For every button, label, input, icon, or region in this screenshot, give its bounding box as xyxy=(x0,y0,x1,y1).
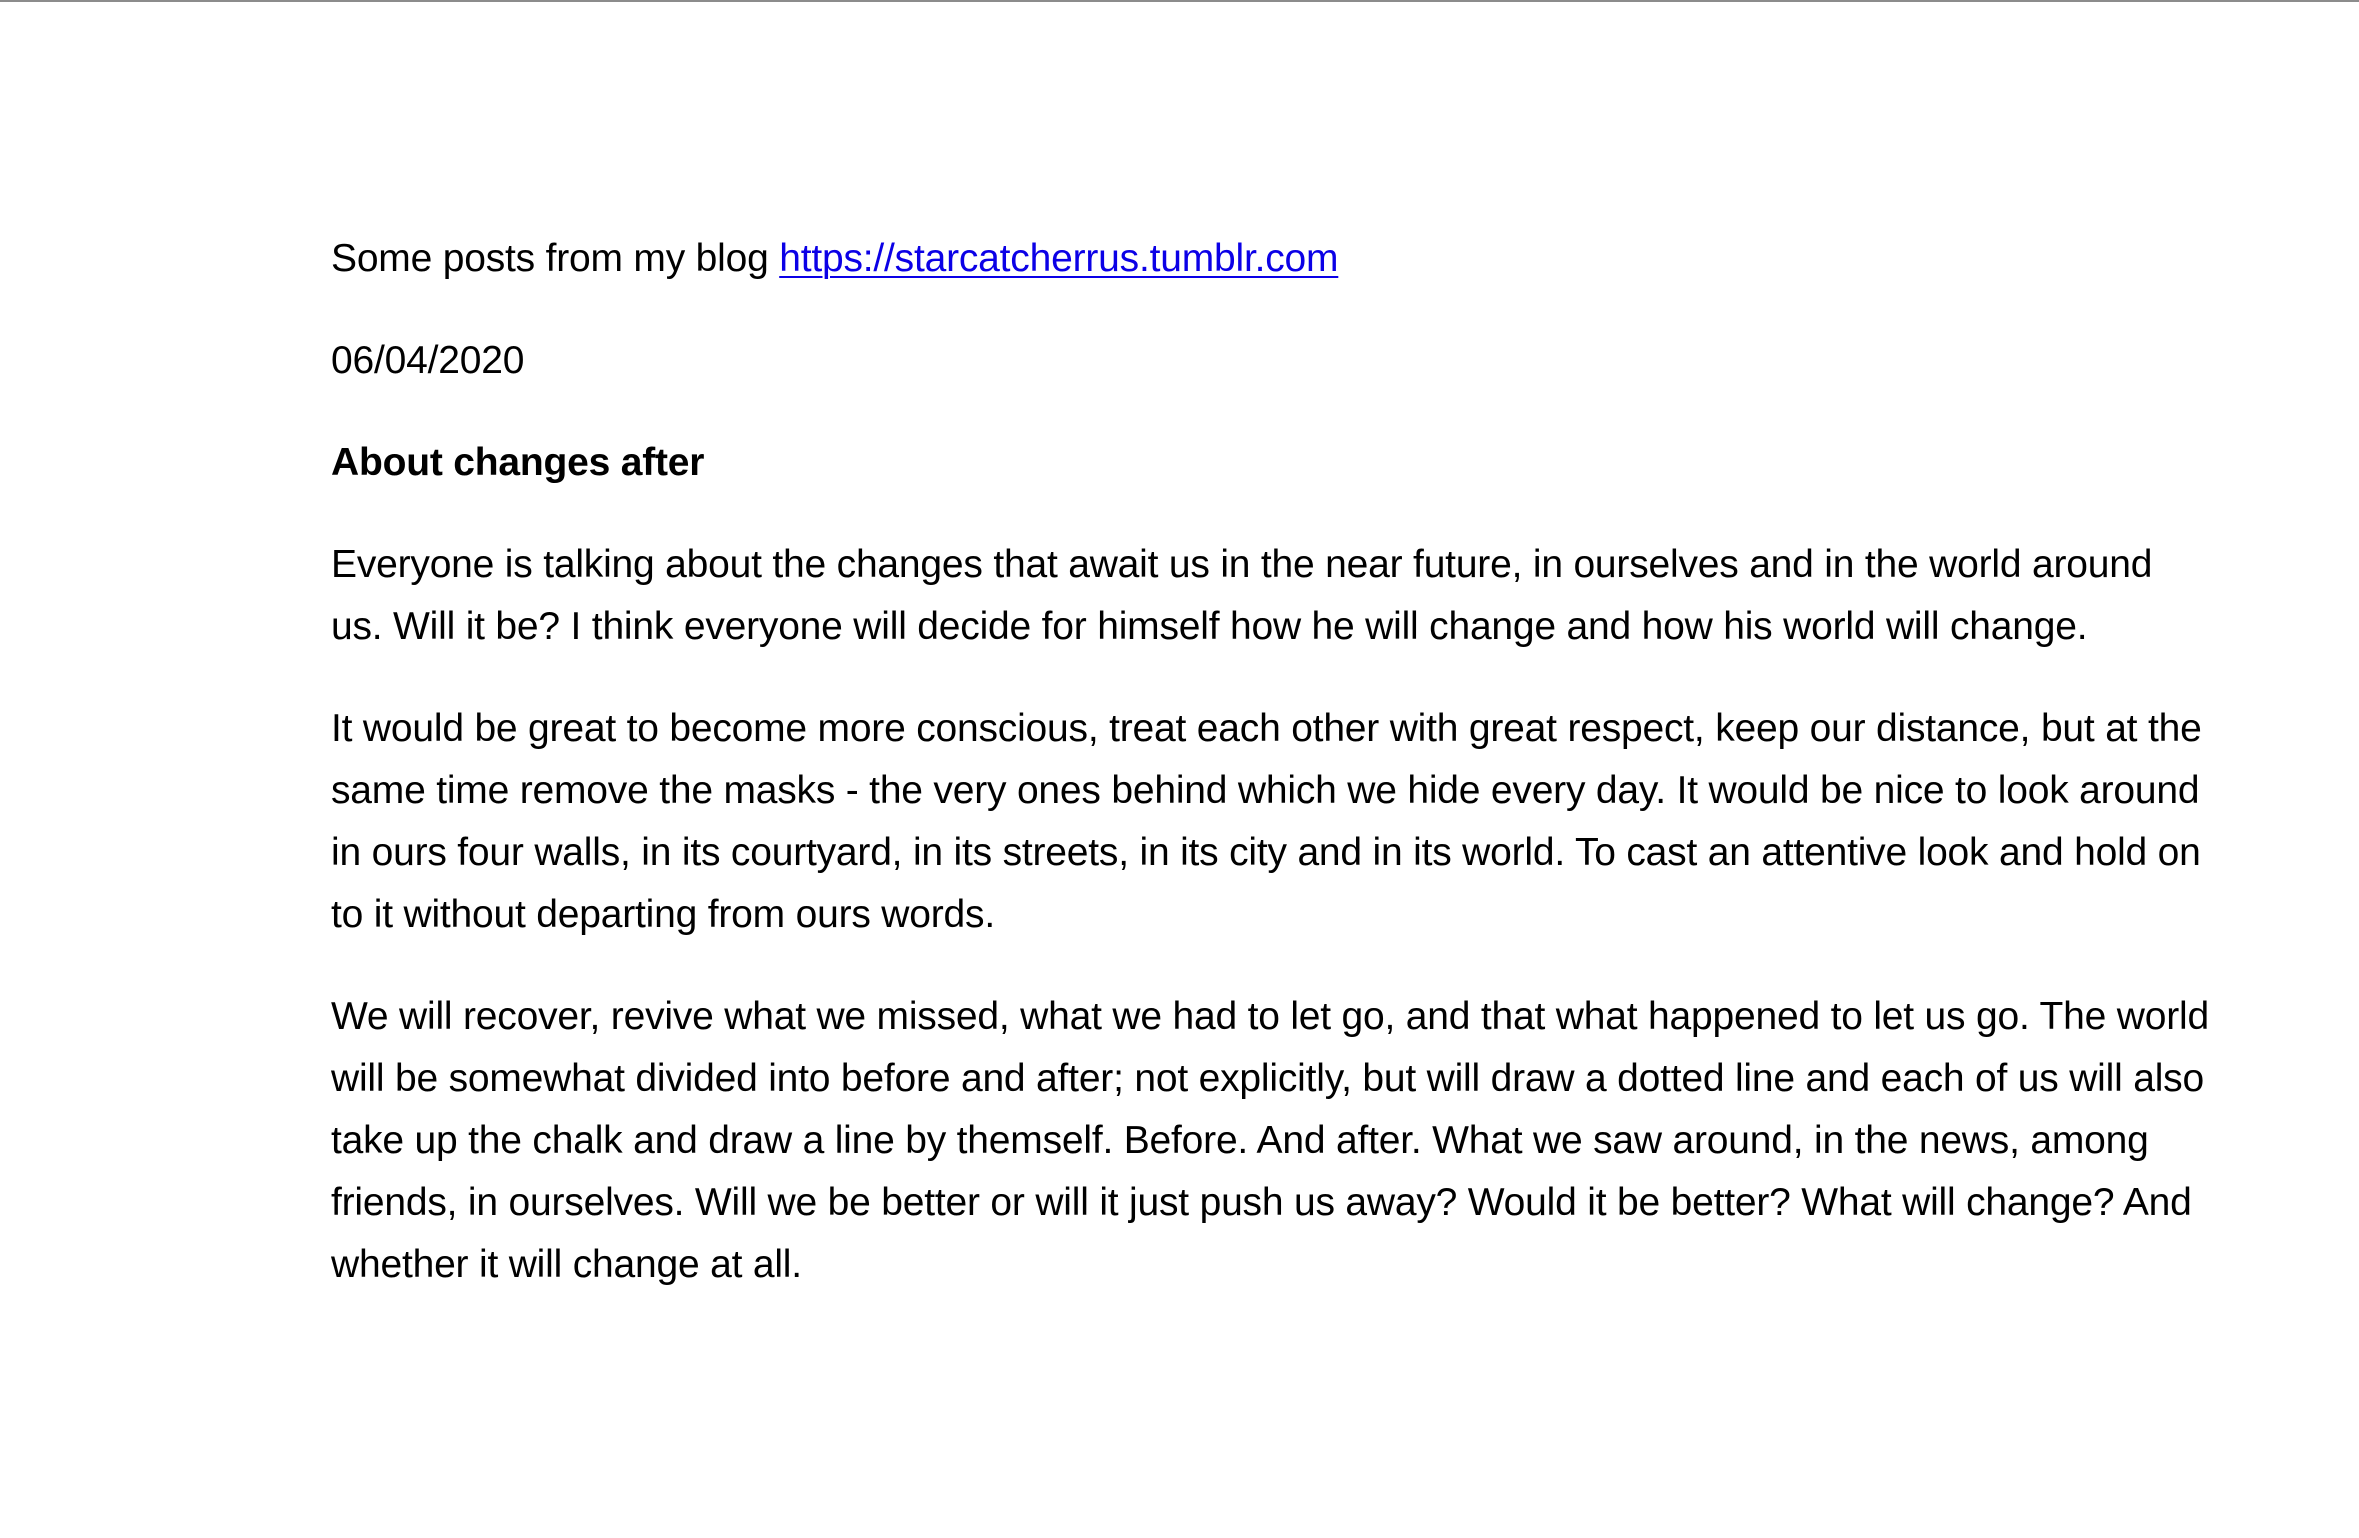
post-date: 06/04/2020 xyxy=(331,339,525,382)
intro-line xyxy=(331,228,2211,290)
blog-link[interactable]: https://starcatcherrus.tumblr.com xyxy=(779,237,1339,280)
post-title: About changes after xyxy=(331,441,705,484)
intro-text: Some posts from my blog xyxy=(331,237,780,280)
top-border-line xyxy=(0,0,2359,2)
document-page xyxy=(331,228,2211,1336)
post-paragraph-1: Everyone is talking about the changes that await us in the near future, in ourselves and in the world around us. Will it be? I think everyone will decide for himself how he will change and how his world will change. xyxy=(331,543,2153,648)
post-paragraph-2: It would be great to become more conscious, treat each other with great respect, keep our distance, but at the same time remove the masks - the very ones behind which we hide every day. It would be nice to look around in ours four walls, in its courtyard, in its streets, in its city and in its world. To cast an attentive look and hold on to it without departing from ours words. xyxy=(331,707,2202,936)
post-paragraph-3: We will recover, revive what we missed, what we had to let go, and that what happened to let us go. The world will be somewhat divided into before and after; not explicitly, but will draw a dotted line and each of us will also take up the chalk and draw a line by themself. Before. And after. What we saw around, in the news, among friends, in ourselves. Will we be better or will it just push us away? Would it be better? What will change? And whether it will change at all. xyxy=(331,995,2209,1286)
